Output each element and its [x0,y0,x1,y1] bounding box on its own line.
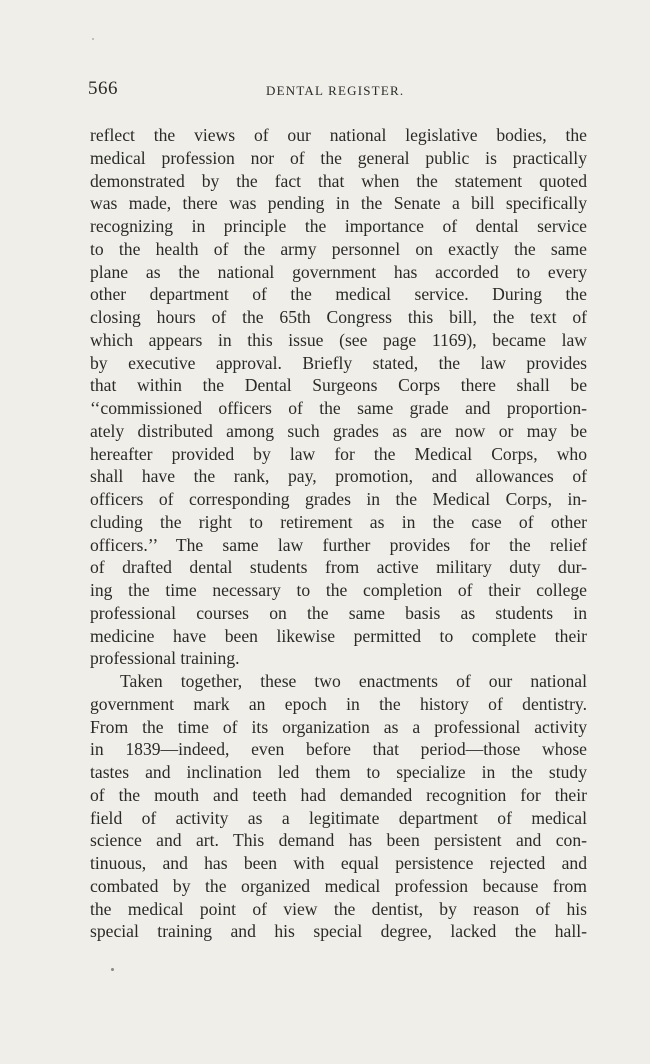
text-line: officers.’’ The same law further provides for the relief [90,534,587,555]
text-line: reflect the views of our national legislative bodies, the [90,125,587,145]
paper-speck [111,968,114,971]
text-line: recognizing in principle the importance of dental service [90,216,587,236]
running-title: DENTAL REGISTER. [266,83,405,98]
text-line: hereafter provided by law for the Medical Corps, who [90,443,587,464]
text-line: by executive approval. Briefly stated, the law provides [90,352,587,373]
text-line: combated by the organized medical profession because from [90,875,587,896]
body-text [90,124,587,943]
text-line: in 1839—indeed, even before that period—those whose [90,739,587,760]
text-line: of drafted dental students from active military duty dur- [90,557,587,578]
text-line: professional courses on the same basis as students in [90,602,587,623]
text-line: tastes and inclination led them to specialize in the study [90,762,587,782]
text-line: the medical point of view the dentist, by reason of his [90,898,587,919]
text-line: medical profession nor of the general public is practically [90,147,587,168]
text-line: ‘‘commissioned officers of the same grade and proportion- [90,398,587,418]
text-line: ately distributed among such grades as are now or may be [90,420,587,441]
page-number: 566 [88,78,118,99]
paper-speck [92,38,94,40]
text-line: of the mouth and teeth had demanded recognition for their [90,784,587,805]
text-line: medicine have been likewise permitted to complete their [90,625,587,646]
text-line: that within the Dental Surgeons Corps there shall be [90,375,587,396]
text-line: government mark an epoch in the history of dentistry. [90,693,587,714]
page-header [88,78,587,102]
text-line: shall have the rank, pay, promotion, and allowances of [90,466,587,487]
text-line: tinuous, and has been with equal persistence rejected and [90,853,587,873]
text-line: to the health of the army personnel on exactly the same [90,238,587,259]
text-line: From the time of its organization as a professional activity [90,716,587,737]
text-line: Taken together, these two enactments of our national [120,671,587,691]
text-line: which appears in this issue (see page 1169), became law [90,329,587,350]
text-line: demonstrated by the fact that when the statement quoted [90,170,587,191]
text-line: officers of corresponding grades in the Medical Corps, in- [90,489,587,509]
text-line: professional training. [90,648,240,669]
text-line: cluding the right to retirement as in the case of other [90,511,587,532]
text-line: was made, there was pending in the Senate a bill specifically [90,193,587,214]
text-line: plane as the national government has accorded to every [90,261,587,282]
text-line: science and art. This demand has been persistent and con- [90,830,587,851]
text-line: field of activity as a legitimate department of medical [90,807,587,828]
text-line: ing the time necessary to the completion of their college [90,580,587,600]
text-line: other department of the medical service. During the [90,284,587,305]
text-line: special training and his special degree, lacked the hall- [90,921,587,942]
text-line: closing hours of the 65th Congress this bill, the text of [90,307,587,327]
